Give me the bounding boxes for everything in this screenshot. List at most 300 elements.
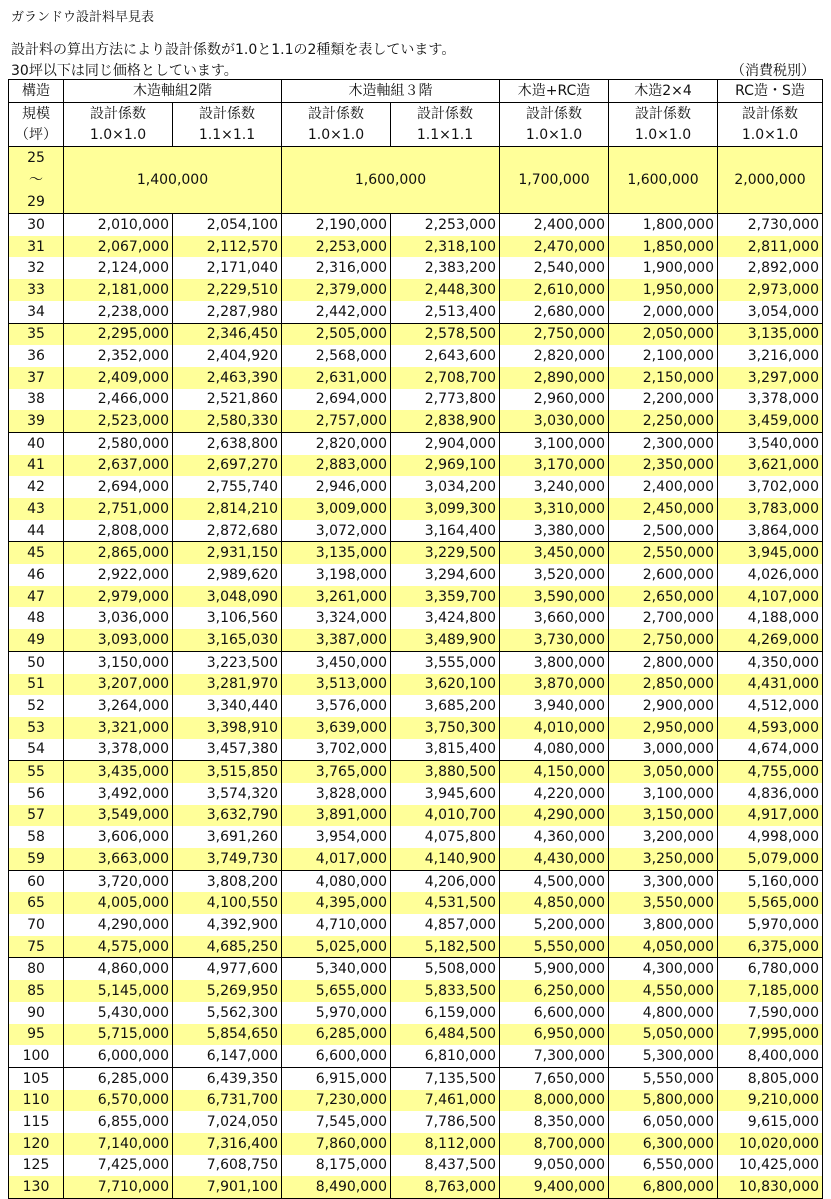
price-cell: 4,290,000 bbox=[500, 805, 609, 827]
price-cell: 3,632,790 bbox=[173, 805, 282, 827]
header-row-structure bbox=[9, 80, 823, 103]
price-cell: 5,269,950 bbox=[173, 980, 282, 1002]
price-cell: 3,783,000 bbox=[718, 498, 823, 520]
price-cell: 3,150,000 bbox=[64, 651, 173, 673]
price-cell: 7,860,000 bbox=[282, 1133, 391, 1155]
price-cell: 8,112,000 bbox=[391, 1133, 500, 1155]
price-cell: 3,424,800 bbox=[391, 607, 500, 629]
size-cell: 39 bbox=[9, 410, 64, 432]
price-cell: 3,048,090 bbox=[173, 586, 282, 608]
price-cell: 8,350,000 bbox=[500, 1111, 609, 1133]
price-cell: 4,917,000 bbox=[718, 805, 823, 827]
price-cell: 6,439,350 bbox=[173, 1067, 282, 1089]
coef-label: 設計係数 bbox=[609, 102, 718, 124]
price-cell: 5,340,000 bbox=[282, 958, 391, 980]
price-cell: 8,700,000 bbox=[500, 1133, 609, 1155]
price-cell: 2,346,450 bbox=[173, 323, 282, 345]
base-size-range bbox=[9, 147, 64, 214]
table-row bbox=[9, 367, 823, 389]
table-row bbox=[9, 761, 823, 783]
price-cell: 3,520,000 bbox=[500, 564, 609, 586]
price-cell: 9,050,000 bbox=[500, 1155, 609, 1177]
price-cell: 5,833,500 bbox=[391, 980, 500, 1002]
price-cell: 2,960,000 bbox=[500, 389, 609, 411]
price-cell: 2,580,000 bbox=[64, 432, 173, 454]
price-cell: 6,285,000 bbox=[282, 1024, 391, 1046]
coef-label: 設計係数 bbox=[64, 102, 173, 124]
price-cell: 5,550,000 bbox=[609, 1067, 718, 1089]
price-cell: 2,190,000 bbox=[282, 214, 391, 236]
size-cell: 47 bbox=[9, 586, 64, 608]
price-cell: 2,250,000 bbox=[609, 410, 718, 432]
coef-value: 1.0×1.0 bbox=[609, 124, 718, 146]
price-cell: 1,800,000 bbox=[609, 214, 718, 236]
price-cell: 3,765,000 bbox=[282, 761, 391, 783]
price-cell: 5,800,000 bbox=[609, 1090, 718, 1112]
price-cell: 3,555,000 bbox=[391, 651, 500, 673]
price-cell: 2,450,000 bbox=[609, 498, 718, 520]
price-cell: 4,206,000 bbox=[391, 870, 500, 892]
price-cell: 3,100,000 bbox=[609, 783, 718, 805]
price-cell: 3,549,000 bbox=[64, 805, 173, 827]
size-cell: 34 bbox=[9, 301, 64, 323]
table-row bbox=[9, 1045, 823, 1067]
size-cell: 105 bbox=[9, 1067, 64, 1089]
price-cell: 6,855,000 bbox=[64, 1111, 173, 1133]
price-cell: 9,615,000 bbox=[718, 1111, 823, 1133]
price-cell: 7,710,000 bbox=[64, 1176, 173, 1198]
price-cell: 3,954,000 bbox=[282, 826, 391, 848]
price-cell: 2,523,000 bbox=[64, 410, 173, 432]
size-cell: 50 bbox=[9, 651, 64, 673]
price-cell: 7,786,500 bbox=[391, 1111, 500, 1133]
base-size-from: 25 bbox=[27, 150, 45, 167]
price-cell: 3,324,000 bbox=[282, 607, 391, 629]
price-cell: 3,620,100 bbox=[391, 674, 500, 696]
group-rc-s: RC造・S造 bbox=[718, 80, 823, 103]
price-cell: 10,020,000 bbox=[718, 1133, 823, 1155]
size-cell: 49 bbox=[9, 629, 64, 651]
table-row bbox=[9, 564, 823, 586]
price-cell: 7,650,000 bbox=[500, 1067, 609, 1089]
price-cell: 4,026,000 bbox=[718, 564, 823, 586]
price-cell: 3,380,000 bbox=[500, 520, 609, 542]
price-cell: 3,198,000 bbox=[282, 564, 391, 586]
table-row bbox=[9, 301, 823, 323]
price-cell: 5,160,000 bbox=[718, 870, 823, 892]
price-cell: 6,731,700 bbox=[173, 1090, 282, 1112]
base-price-wood-2f: 1,400,000 bbox=[64, 147, 282, 214]
price-cell: 4,350,000 bbox=[718, 651, 823, 673]
price-cell: 2,540,000 bbox=[500, 257, 609, 279]
price-cell: 2,470,000 bbox=[500, 236, 609, 258]
price-cell: 2,409,000 bbox=[64, 367, 173, 389]
table-row bbox=[9, 520, 823, 542]
header-row-scale bbox=[9, 102, 823, 124]
price-cell: 3,606,000 bbox=[64, 826, 173, 848]
price-cell: 4,080,000 bbox=[500, 739, 609, 761]
price-cell: 6,147,000 bbox=[173, 1045, 282, 1067]
price-cell: 3,639,000 bbox=[282, 717, 391, 739]
price-cell: 2,253,000 bbox=[282, 236, 391, 258]
table-row bbox=[9, 236, 823, 258]
price-cell: 3,590,000 bbox=[500, 586, 609, 608]
price-cell: 3,223,500 bbox=[173, 651, 282, 673]
size-cell: 44 bbox=[9, 520, 64, 542]
price-cell: 2,010,000 bbox=[64, 214, 173, 236]
price-cell: 6,600,000 bbox=[282, 1045, 391, 1067]
price-cell: 3,261,000 bbox=[282, 586, 391, 608]
table-row bbox=[9, 1176, 823, 1198]
price-cell: 2,892,000 bbox=[718, 257, 823, 279]
price-cell: 3,216,000 bbox=[718, 345, 823, 367]
price-cell: 2,750,000 bbox=[609, 629, 718, 651]
price-cell: 10,425,000 bbox=[718, 1155, 823, 1177]
table-row bbox=[9, 695, 823, 717]
price-cell: 5,900,000 bbox=[500, 958, 609, 980]
price-cell: 3,321,000 bbox=[64, 717, 173, 739]
price-cell: 6,550,000 bbox=[609, 1155, 718, 1177]
price-cell: 2,850,000 bbox=[609, 674, 718, 696]
price-cell: 6,000,000 bbox=[64, 1045, 173, 1067]
price-cell: 3,540,000 bbox=[718, 432, 823, 454]
price-cell: 3,093,000 bbox=[64, 629, 173, 651]
price-cell: 3,398,910 bbox=[173, 717, 282, 739]
price-cell: 2,600,000 bbox=[609, 564, 718, 586]
price-cell: 2,379,000 bbox=[282, 279, 391, 301]
price-cell: 2,150,000 bbox=[609, 367, 718, 389]
price-cell: 3,229,500 bbox=[391, 542, 500, 564]
price-cell: 3,000,000 bbox=[609, 739, 718, 761]
table-row bbox=[9, 345, 823, 367]
size-cell: 53 bbox=[9, 717, 64, 739]
group-wood-rc: 木造+RC造 bbox=[500, 80, 609, 103]
price-cell: 8,000,000 bbox=[500, 1090, 609, 1112]
price-cell: 2,708,700 bbox=[391, 367, 500, 389]
price-cell: 3,864,000 bbox=[718, 520, 823, 542]
price-cell: 6,570,000 bbox=[64, 1090, 173, 1112]
group-wood-2f: 木造軸組2階 bbox=[64, 80, 282, 103]
price-cell: 4,531,500 bbox=[391, 892, 500, 914]
price-cell: 3,702,000 bbox=[718, 476, 823, 498]
price-cell: 3,100,000 bbox=[500, 432, 609, 454]
size-cell: 55 bbox=[9, 761, 64, 783]
price-cell: 5,655,000 bbox=[282, 980, 391, 1002]
price-cell: 2,181,000 bbox=[64, 279, 173, 301]
price-cell: 2,287,980 bbox=[173, 301, 282, 323]
price-cell: 2,568,000 bbox=[282, 345, 391, 367]
description-line-2: 30坪以下は同じ価格としています。 bbox=[11, 63, 238, 79]
price-cell: 2,100,000 bbox=[609, 345, 718, 367]
price-cell: 4,010,700 bbox=[391, 805, 500, 827]
price-cell: 2,463,390 bbox=[173, 367, 282, 389]
header-row-unit bbox=[9, 124, 823, 146]
price-cell: 2,900,000 bbox=[609, 695, 718, 717]
price-cell: 2,865,000 bbox=[64, 542, 173, 564]
price-cell: 4,674,000 bbox=[718, 739, 823, 761]
price-cell: 2,697,270 bbox=[173, 455, 282, 477]
price-cell: 3,457,380 bbox=[173, 739, 282, 761]
coef-value: 1.0×1.0 bbox=[500, 124, 609, 146]
size-cell: 120 bbox=[9, 1133, 64, 1155]
price-cell: 3,576,000 bbox=[282, 695, 391, 717]
price-cell: 3,435,000 bbox=[64, 761, 173, 783]
price-cell: 2,700,000 bbox=[609, 607, 718, 629]
scale-label: 規模 bbox=[9, 102, 64, 124]
price-cell: 4,050,000 bbox=[609, 936, 718, 958]
price-cell: 4,075,800 bbox=[391, 826, 500, 848]
table-row bbox=[9, 542, 823, 564]
coef-value: 1.0×1.0 bbox=[282, 124, 391, 146]
tax-note: （消費税別） bbox=[731, 63, 815, 79]
price-cell: 3,808,200 bbox=[173, 870, 282, 892]
price-cell: 2,505,000 bbox=[282, 323, 391, 345]
price-cell: 4,575,000 bbox=[64, 936, 173, 958]
price-cell: 4,188,000 bbox=[718, 607, 823, 629]
price-cell: 2,442,000 bbox=[282, 301, 391, 323]
price-cell: 3,036,000 bbox=[64, 607, 173, 629]
size-cell: 57 bbox=[9, 805, 64, 827]
price-cell: 4,857,000 bbox=[391, 914, 500, 936]
price-cell: 3,891,000 bbox=[282, 805, 391, 827]
price-cell: 7,425,000 bbox=[64, 1155, 173, 1177]
size-cell: 31 bbox=[9, 236, 64, 258]
table-row bbox=[9, 1002, 823, 1024]
price-cell: 3,489,900 bbox=[391, 629, 500, 651]
price-cell: 2,352,000 bbox=[64, 345, 173, 367]
size-cell: 59 bbox=[9, 848, 64, 870]
price-cell: 4,998,000 bbox=[718, 826, 823, 848]
price-cell: 10,830,000 bbox=[718, 1176, 823, 1198]
price-cell: 7,461,000 bbox=[391, 1090, 500, 1112]
price-cell: 3,492,000 bbox=[64, 783, 173, 805]
price-cell: 1,900,000 bbox=[609, 257, 718, 279]
price-cell: 3,250,000 bbox=[609, 848, 718, 870]
price-cell: 2,950,000 bbox=[609, 717, 718, 739]
price-cell: 3,800,000 bbox=[609, 914, 718, 936]
price-cell: 3,880,500 bbox=[391, 761, 500, 783]
price-cell: 2,838,900 bbox=[391, 410, 500, 432]
table-row bbox=[9, 476, 823, 498]
coef-label: 設計係数 bbox=[173, 102, 282, 124]
base-row bbox=[9, 147, 823, 214]
price-cell: 2,124,000 bbox=[64, 257, 173, 279]
price-cell: 4,300,000 bbox=[609, 958, 718, 980]
price-cell: 2,643,600 bbox=[391, 345, 500, 367]
price-cell: 3,150,000 bbox=[609, 805, 718, 827]
price-cell: 5,300,000 bbox=[609, 1045, 718, 1067]
size-cell: 42 bbox=[9, 476, 64, 498]
base-price-wood-3f: 1,600,000 bbox=[282, 147, 500, 214]
price-cell: 3,294,600 bbox=[391, 564, 500, 586]
price-cell: 3,450,000 bbox=[282, 651, 391, 673]
price-cell: 2,755,740 bbox=[173, 476, 282, 498]
size-cell: 80 bbox=[9, 958, 64, 980]
price-cell: 2,383,200 bbox=[391, 257, 500, 279]
size-cell: 41 bbox=[9, 455, 64, 477]
table-row bbox=[9, 936, 823, 958]
base-size-tilde: ～ bbox=[28, 172, 43, 189]
price-cell: 1,950,000 bbox=[609, 279, 718, 301]
price-cell: 3,034,200 bbox=[391, 476, 500, 498]
price-cell: 3,009,000 bbox=[282, 498, 391, 520]
description-line-1: 設計料の算出方法により設計係数が1.0と1.1の2種類を表しています。 bbox=[11, 42, 456, 58]
price-cell: 7,230,000 bbox=[282, 1090, 391, 1112]
price-cell: 2,580,330 bbox=[173, 410, 282, 432]
price-cell: 2,513,400 bbox=[391, 301, 500, 323]
price-cell: 2,054,100 bbox=[173, 214, 282, 236]
price-cell: 2,400,000 bbox=[500, 214, 609, 236]
price-cell: 7,140,000 bbox=[64, 1133, 173, 1155]
price-cell: 1,850,000 bbox=[609, 236, 718, 258]
price-cell: 8,175,000 bbox=[282, 1155, 391, 1177]
price-cell: 4,512,000 bbox=[718, 695, 823, 717]
price-cell: 3,828,000 bbox=[282, 783, 391, 805]
price-cell: 2,253,000 bbox=[391, 214, 500, 236]
price-cell: 2,578,500 bbox=[391, 323, 500, 345]
size-cell: 54 bbox=[9, 739, 64, 761]
price-cell: 5,550,000 bbox=[500, 936, 609, 958]
price-cell: 2,800,000 bbox=[609, 651, 718, 673]
price-cell: 2,694,000 bbox=[64, 476, 173, 498]
price-cell: 3,870,000 bbox=[500, 674, 609, 696]
size-cell: 51 bbox=[9, 674, 64, 696]
price-cell: 4,005,000 bbox=[64, 892, 173, 914]
price-cell: 3,459,000 bbox=[718, 410, 823, 432]
price-cell: 8,437,500 bbox=[391, 1155, 500, 1177]
group-wood-3f: 木造軸組３階 bbox=[282, 80, 500, 103]
price-cell: 4,710,000 bbox=[282, 914, 391, 936]
price-cell: 2,238,000 bbox=[64, 301, 173, 323]
price-cell: 3,297,000 bbox=[718, 367, 823, 389]
price-cell: 2,757,000 bbox=[282, 410, 391, 432]
price-cell: 3,264,000 bbox=[64, 695, 173, 717]
table-row bbox=[9, 257, 823, 279]
fee-table bbox=[8, 79, 823, 1199]
size-cell: 46 bbox=[9, 564, 64, 586]
price-cell: 3,207,000 bbox=[64, 674, 173, 696]
price-cell: 3,720,000 bbox=[64, 870, 173, 892]
coef-label: 設計係数 bbox=[718, 102, 823, 124]
table-row bbox=[9, 717, 823, 739]
price-cell: 3,387,000 bbox=[282, 629, 391, 651]
price-cell: 3,515,850 bbox=[173, 761, 282, 783]
price-cell: 3,730,000 bbox=[500, 629, 609, 651]
price-cell: 6,780,000 bbox=[718, 958, 823, 980]
price-cell: 2,318,100 bbox=[391, 236, 500, 258]
price-cell: 4,080,000 bbox=[282, 870, 391, 892]
table-row bbox=[9, 629, 823, 651]
price-cell: 5,050,000 bbox=[609, 1024, 718, 1046]
size-cell: 43 bbox=[9, 498, 64, 520]
table-row bbox=[9, 1155, 823, 1177]
table-row bbox=[9, 674, 823, 696]
price-cell: 3,750,300 bbox=[391, 717, 500, 739]
price-cell: 4,431,000 bbox=[718, 674, 823, 696]
price-cell: 5,565,000 bbox=[718, 892, 823, 914]
price-cell: 2,946,000 bbox=[282, 476, 391, 498]
price-cell: 3,281,970 bbox=[173, 674, 282, 696]
size-cell: 90 bbox=[9, 1002, 64, 1024]
price-cell: 4,836,000 bbox=[718, 783, 823, 805]
price-cell: 2,811,000 bbox=[718, 236, 823, 258]
size-cell: 37 bbox=[9, 367, 64, 389]
table-row bbox=[9, 783, 823, 805]
price-cell: 8,400,000 bbox=[718, 1045, 823, 1067]
price-cell: 2,638,800 bbox=[173, 432, 282, 454]
table-row bbox=[9, 607, 823, 629]
price-cell: 6,915,000 bbox=[282, 1067, 391, 1089]
table-row bbox=[9, 958, 823, 980]
table-row bbox=[9, 1067, 823, 1089]
size-cell: 65 bbox=[9, 892, 64, 914]
size-cell: 100 bbox=[9, 1045, 64, 1067]
price-cell: 6,285,000 bbox=[64, 1067, 173, 1089]
price-cell: 2,550,000 bbox=[609, 542, 718, 564]
price-cell: 5,562,300 bbox=[173, 1002, 282, 1024]
size-cell: 30 bbox=[9, 214, 64, 236]
price-cell: 6,800,000 bbox=[609, 1176, 718, 1198]
base-price-rc-s: 2,000,000 bbox=[718, 147, 823, 214]
price-cell: 4,100,550 bbox=[173, 892, 282, 914]
price-cell: 2,820,000 bbox=[500, 345, 609, 367]
size-cell: 48 bbox=[9, 607, 64, 629]
price-cell: 3,660,000 bbox=[500, 607, 609, 629]
price-cell: 3,165,030 bbox=[173, 629, 282, 651]
price-cell: 7,608,750 bbox=[173, 1155, 282, 1177]
table-row bbox=[9, 279, 823, 301]
price-cell: 7,995,000 bbox=[718, 1024, 823, 1046]
size-cell: 45 bbox=[9, 542, 64, 564]
price-cell: 4,017,000 bbox=[282, 848, 391, 870]
price-cell: 5,970,000 bbox=[282, 1002, 391, 1024]
price-cell: 3,054,000 bbox=[718, 301, 823, 323]
price-cell: 4,269,000 bbox=[718, 629, 823, 651]
price-cell: 2,931,150 bbox=[173, 542, 282, 564]
price-cell: 2,229,510 bbox=[173, 279, 282, 301]
price-cell: 3,200,000 bbox=[609, 826, 718, 848]
unit-label: （坪） bbox=[9, 124, 64, 146]
price-cell: 3,663,000 bbox=[64, 848, 173, 870]
price-cell: 2,637,000 bbox=[64, 455, 173, 477]
price-cell: 3,340,440 bbox=[173, 695, 282, 717]
price-cell: 7,901,100 bbox=[173, 1176, 282, 1198]
table-row bbox=[9, 214, 823, 236]
price-cell: 4,685,250 bbox=[173, 936, 282, 958]
price-cell: 3,691,260 bbox=[173, 826, 282, 848]
price-cell: 2,067,000 bbox=[64, 236, 173, 258]
price-cell: 6,600,000 bbox=[500, 1002, 609, 1024]
price-cell: 4,392,900 bbox=[173, 914, 282, 936]
price-cell: 4,860,000 bbox=[64, 958, 173, 980]
price-cell: 5,508,000 bbox=[391, 958, 500, 980]
size-cell: 38 bbox=[9, 389, 64, 411]
price-cell: 5,182,500 bbox=[391, 936, 500, 958]
price-cell: 8,805,000 bbox=[718, 1067, 823, 1089]
price-cell: 4,550,000 bbox=[609, 980, 718, 1002]
table-row bbox=[9, 1111, 823, 1133]
price-cell: 2,694,000 bbox=[282, 389, 391, 411]
base-price-wood-rc: 1,700,000 bbox=[500, 147, 609, 214]
price-cell: 8,763,000 bbox=[391, 1176, 500, 1198]
price-cell: 6,950,000 bbox=[500, 1024, 609, 1046]
price-cell: 6,250,000 bbox=[500, 980, 609, 1002]
price-cell: 4,593,000 bbox=[718, 717, 823, 739]
price-cell: 4,395,000 bbox=[282, 892, 391, 914]
table-row bbox=[9, 389, 823, 411]
coef-value: 1.0×1.0 bbox=[718, 124, 823, 146]
price-cell: 3,240,000 bbox=[500, 476, 609, 498]
